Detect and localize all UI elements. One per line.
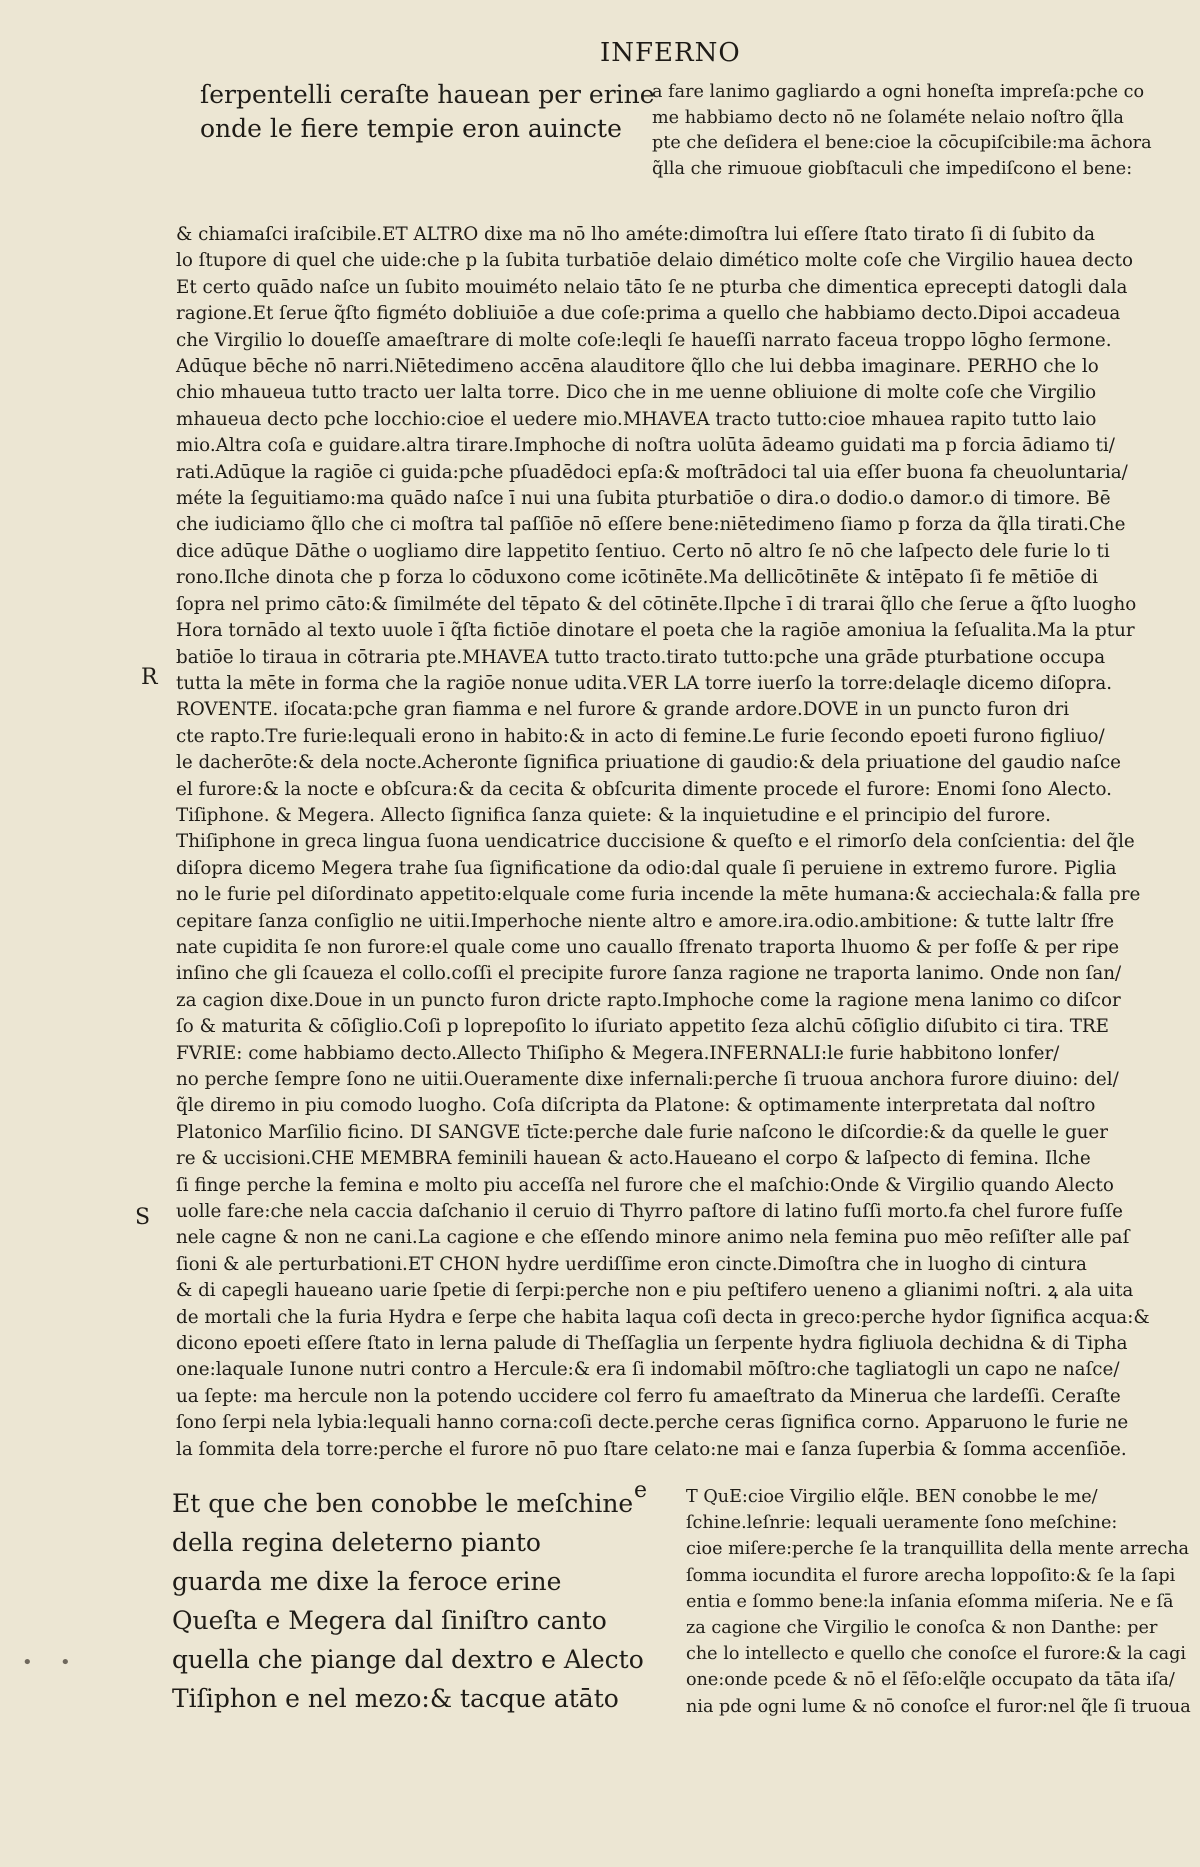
running-head: INFERNO bbox=[600, 38, 741, 68]
commentary-line: tutta la mēte in forma che la ragiōe nonue udita.VER LA torre iuerſo la torre:delaqle dicemo diſopra. bbox=[176, 672, 1113, 694]
verse-line: della regina deleterno pianto bbox=[172, 1528, 541, 1557]
commentary-line: che Virgilio lo doueſſe amaeſtrare di molte coſe:leqli ſe haueſſi narrato faceua troppo lōgho ſermone. bbox=[176, 329, 1112, 351]
commentary-line: diſopra dicemo Megera trahe ſua ſignificatione da odio:dal quale ſi peruiene in extremo furore. Piglia bbox=[176, 857, 1117, 879]
commentary-block-bottom-right bbox=[686, 1484, 1191, 1720]
commentary-line: la ſommita dela torre:perche el furore nō puo ſtare celato:ne mai e ſanza ſuperbia & ſomma accenſiōe. bbox=[176, 1438, 1127, 1460]
verse-line: ſerpentelli ceraſte hauean per erine bbox=[200, 80, 655, 109]
commentary-line: ſono ſerpi nela lybia:lequali hanno corna:coſi decte.perche ceras ſignifica corno. Apparuono le furie ne bbox=[176, 1412, 1129, 1434]
verse-line: guarda me dixe la feroce erine bbox=[172, 1567, 562, 1596]
commentary-line: batiōe lo tiraua in cōtraria pte.MHAVEA tutto tracto.tirato tutto:pche una grāde pturbatione occupa bbox=[176, 646, 1106, 668]
guide-letter: e bbox=[634, 1478, 648, 1503]
verse-line: Tiſiphon e nel mezo:& tacque atāto bbox=[172, 1684, 619, 1713]
commentary-line: one:laquale Iunone nutri contro a Hercule:& era ſi indomabil mōſtro:che tagliatogli un capo ne naſce/ bbox=[176, 1359, 1120, 1381]
commentary-line: a fare lanimo gagliardo a ogni honeſta impreſa:pche co bbox=[652, 82, 1145, 102]
commentary-line: & chiamaſci iraſcibile.ET ALTRO dixe ma nō lho améte:dimoſtra lui eſſere ſtato tirato ſi di ſubito da bbox=[176, 224, 1096, 245]
commentary-line: ſo & maturita & cōſiglio.Coſi p loprepoſito lo iſuriato appetito ſeza alchū cōſiglio diſubito ci tira. TRE bbox=[176, 1016, 1110, 1038]
marginal-letter-r: R bbox=[141, 665, 158, 690]
commentary-line: Thiſiphone in greca lingua ſuona uendicatrice duccisione & queſto e el rimorſo dela conſcientia: del q̃le bbox=[176, 831, 1135, 853]
commentary-line: nia pde ogni lume & nō conoſce el furor:nel q̃le ſi truoua bbox=[686, 1696, 1191, 1717]
commentary-line: le dacherōte:& dela nocte.Acheronte ſignifica priuatione di gaudio:& dela priuatione del gaudio naſce bbox=[176, 752, 1121, 774]
commentary-line: Hora tornādo al texto uuole ī q̃ſta fictiōe dinotare el poeta che la ragiōe amoniua la ſeſualita.Ma la ptur bbox=[176, 620, 1135, 642]
commentary-line: ſi finge perche la femina e molto piu acceſſa nel furore che el maſchio:Onde & Virgilio quando Alecto bbox=[176, 1174, 1114, 1196]
commentary-line: pte che deſidera el bene:cioe la cōcupiſcibile:ma āchora bbox=[652, 133, 1152, 153]
commentary-line: T QuE:cioe Virgilio elq̃le. BEN conobbe le me/ bbox=[686, 1487, 1098, 1507]
commentary-line: entia e ſommo bene:la inſania eſomma miſeria. Ne e ſā bbox=[686, 1591, 1174, 1612]
commentary-line: FVRIE: come habbiamo decto.Allecto Thiſipho & Megera.INFERNALI:le furie habbitono lonfer/ bbox=[176, 1042, 1060, 1064]
commentary-line: ROVENTE. iſocata:pche gran fiamma e nel furore & grande ardore.DOVE in un puncto furon dri bbox=[176, 699, 1070, 721]
commentary-line: mio.Altra coſa e guidare.altra tirare.Imphoche di noſtra uolūta ādeamo guidati ma p forcia ādiamo ti/ bbox=[176, 435, 1115, 457]
commentary-line: cte rapto.Tre furie:lequali erono in habito:& in acto di femine.Le furie ſecondo epoeti furono figliuo/ bbox=[176, 725, 1105, 747]
commentary-line: rono.Ilche dinota che p forza lo cōduxono come icōtinēte.Ma dellicōtinēte & intēpato ſi fe mētiōe di bbox=[176, 567, 1098, 589]
commentary-line: no le furie pel diſordinato appetito:elquale come furia incende la mēte humana:& acciechala:& falla pre bbox=[176, 884, 1141, 906]
ink-speck: • bbox=[60, 1652, 71, 1673]
commentary-line: dice adūque Dāthe o uogliamo dire lappetito ſentiuo. Certo nō altro ſe nō che laſpecto dele furie lo ti bbox=[176, 540, 1110, 562]
commentary-line: ragione.Et ſerue q̃ſto figméto dobliuiōe a due coſe:prima a quello che habbiamo decto.Dipoi accadeua bbox=[176, 303, 1121, 325]
commentary-line: & di capegli haueano uarie ſpetie di ſerpi:perche non e piu peſtifero ueneno a glianimi noſtri. ꝝ ala uita bbox=[176, 1280, 1134, 1302]
commentary-line: q̃lla che rimuoue giobſtaculi che impediſcono el bene: bbox=[652, 158, 1133, 179]
commentary-block-top-right bbox=[652, 80, 1152, 182]
marginal-letter-s: S bbox=[135, 1205, 151, 1230]
verse-line: Queſta e Megera dal ſiniſtro canto bbox=[172, 1606, 607, 1635]
commentary-line: Platonico Marſilio ficino. DI SANGVE tīcte:perche dale furie naſcono le diſcordie:& da quelle le guer bbox=[176, 1121, 1108, 1143]
commentary-line: uolle fare:che nela caccia daſchanio il ceruio di Thyrro paſtore di latino fuſſi morto.fa chel furore fuſſe bbox=[176, 1201, 1124, 1223]
commentary-block-main bbox=[176, 222, 1150, 1463]
commentary-line: che iudiciamo q̃llo che ci moſtra tal paſſiōe nō eſſere bene:niētedimeno ſiamo p forza da q̃lla tirati.Che bbox=[176, 514, 1126, 536]
commentary-line: lo ſtupore di quel che uide:che p la ſubita turbatiōe delaio dimético molte coſe che Virgilio hauea decto bbox=[176, 250, 1133, 272]
verse-line: Et que che ben conobbe le meſchine bbox=[172, 1489, 634, 1518]
commentary-line: Et certo quādo naſce un ſubito mouiméto nelaio tāto ſe ne pturba che dimentica eprecepti datogli dala bbox=[176, 276, 1128, 298]
commentary-line: re & uccisioni.CHE MEMBRA feminili hauean & acto.Haueano el corpo & laſpecto di femina. Ilche bbox=[176, 1148, 1091, 1170]
commentary-line: ua ſepte: ma hercule non la potendo uccidere col ferro fu amaeſtrato da Minerua che lardeſſi. Ceraſte bbox=[176, 1385, 1121, 1407]
commentary-line: me habbiamo decto nō ne ſolaméte nelaio noſtro q̃lla bbox=[652, 107, 1124, 128]
commentary-line: Adūque bēche nō narri.Niētedimeno accēna alauditore q̃llo che lui debba imaginare. PERHO che lo bbox=[176, 356, 1099, 378]
commentary-line: ſchine.leſnrie: lequali ueramente ſono meſchine: bbox=[686, 1513, 1118, 1534]
verse-block-top bbox=[200, 78, 655, 146]
commentary-line: de mortali che la furia Hydra e ſerpe che habita laqua coſi decta in greco:perche hydor ſignifica acqua:& bbox=[176, 1306, 1150, 1328]
commentary-line: chio mhaueua tutto tracto uer lalta torre. Dico che in me uenne obliuione di molte coſe che Virgilio bbox=[176, 382, 1097, 404]
commentary-line: nate cupidita ſe non furore:el quale come uno cauallo ſfrenato traporta lhuomo & per foſſe & per ripe bbox=[176, 936, 1120, 958]
commentary-line: ſopra nel primo cāto:& ſimilméte del tēpato & del cōtinēte.Ilpche ī di trarai q̃llo che ſerue a q̃ſto luogho bbox=[176, 593, 1137, 615]
commentary-line: inſino che gli ſcaueza el collo.coſſi el precipite furore ſanza ragione ne traporta lanimo. Onde non ſan/ bbox=[176, 963, 1122, 985]
commentary-line: za cagion dixe.Doue in un puncto furon dricte rapto.Imphoche come la ragione mena lanimo co diſcor bbox=[176, 989, 1121, 1011]
commentary-line: za cagione che Virgilio le conoſca & non Danthe: per bbox=[686, 1618, 1158, 1639]
commentary-line: ſomma iocundita el furore arecha loppoſito:& ſe la ſapi bbox=[686, 1565, 1176, 1586]
commentary-line: ſioni & ale perturbationi.ET CHON hydre uerdiſſime eron cincte.Dimoſtra che in luogho di cintura bbox=[176, 1253, 1087, 1275]
commentary-line: rati.Adūque la ragiōe ci guida:pche pſuadēdoci epſa:& moſtrādoci tal uia eſſer buona fa cheuoluntaria/ bbox=[176, 461, 1128, 483]
commentary-line: q̃le diremo in piu comodo luogho. Coſa diſcripta da Platone: & optimamente interpretata dal noſtro bbox=[176, 1095, 1096, 1117]
commentary-line: nele cagne & non ne cani.La cagione e che eſſendo minore animo nela femina puo mēo reſiſter alle paſ bbox=[176, 1227, 1130, 1249]
commentary-line: che lo intellecto e quello che conoſce el furore:& la cagi bbox=[686, 1644, 1187, 1665]
commentary-line: dicono epoeti eſſere ſtato in lerna palude di Theſſaglia un ſerpente hydra figliuola dechidna & di Tipha bbox=[176, 1333, 1128, 1355]
verse-line: quella che piange dal dextro e Alecto bbox=[172, 1645, 644, 1674]
commentary-line: méte la ſeguitiamo:ma quādo naſce ī nui una ſubita pturbatiōe o dira.o dodio.o damor.o di timore. Bē bbox=[176, 488, 1111, 510]
commentary-line: mhaueua decto pche locchio:cioe el uedere mio.MHAVEA tracto tutto:cioe mhauea rapito tutto laio bbox=[176, 408, 1097, 430]
commentary-line: el furore:& la nocte e obſcura:& da cecita & obſcurita dimente procede el furore: Enomi ſono Alecto. bbox=[176, 778, 1112, 800]
commentary-line: cioe miſere:perche ſe la tranquillita della mente arrecha bbox=[686, 1539, 1190, 1560]
verse-line: onde le fiere tempie eron auincte bbox=[200, 114, 622, 143]
commentary-line: one:onde pcede & nō el ſēſo:elq̃le occupato da tāta iſa/ bbox=[686, 1670, 1175, 1691]
verse-block-bottom bbox=[172, 1484, 644, 1718]
commentary-line: Tiſiphone. & Megera. Allecto ſignifica ſanza quiete: & la inquietudine e el principio del furore. bbox=[176, 804, 1051, 826]
ink-speck: • bbox=[22, 1652, 33, 1673]
commentary-line: cepitare ſanza conſiglio ne uitii.Imperhoche niente altro e amore.ira.odio.ambitione: & tutte laltr ſfre bbox=[176, 910, 1115, 932]
commentary-line: no perche ſempre ſono ne uitii.Oueramente dixe infernali:perche ſi truoua anchora furore diuino: del/ bbox=[176, 1069, 1119, 1090]
